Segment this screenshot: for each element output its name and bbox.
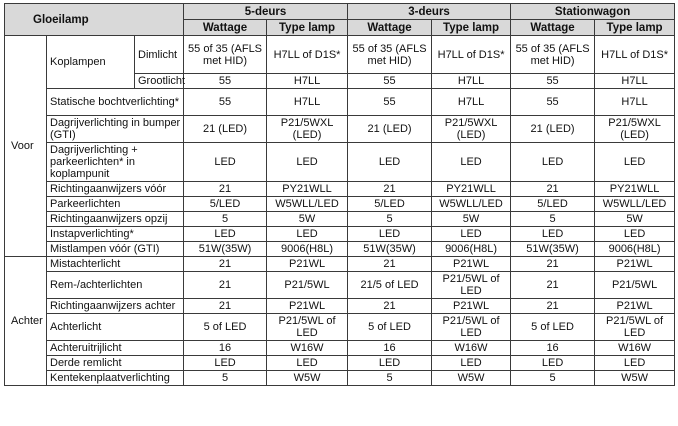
- cell-wattage: 5/LED: [348, 197, 432, 212]
- cell-wattage: LED: [348, 143, 432, 182]
- cell-wattage: LED: [184, 227, 267, 242]
- cell-type-lamp: 5W: [267, 212, 348, 227]
- cell-type-lamp: H7LL: [595, 89, 675, 116]
- cell-type-lamp: H7LL of D1S*: [267, 36, 348, 74]
- cell-wattage: 21 (LED): [184, 116, 267, 143]
- cell-wattage: 5/LED: [184, 197, 267, 212]
- zone-label: Achter: [5, 257, 47, 386]
- header-row-groups: [5, 4, 675, 20]
- row-label: Richtingaanwijzers achter: [47, 299, 184, 314]
- row-label: Richtingaanwijzers opzij: [47, 212, 184, 227]
- cell-type-lamp: P21/5WXL (LED): [432, 116, 511, 143]
- table-row: [5, 89, 675, 116]
- table-row: [5, 257, 675, 272]
- cell-wattage: 21: [184, 257, 267, 272]
- cell-wattage: 55 of 35 (AFLS met HID): [348, 36, 432, 74]
- cell-type-lamp: H7LL of D1S*: [595, 36, 675, 74]
- cell-wattage: 21: [511, 182, 595, 197]
- cell-type-lamp: P21/5WL of LED: [432, 272, 511, 299]
- cell-wattage: 5/LED: [511, 197, 595, 212]
- cell-type-lamp: 5W: [595, 212, 675, 227]
- cell-type-lamp: P21WL: [595, 299, 675, 314]
- cell-type-lamp: P21WL: [432, 299, 511, 314]
- cell-type-lamp: LED: [432, 227, 511, 242]
- cell-type-lamp: LED: [267, 227, 348, 242]
- table-row: [5, 314, 675, 341]
- cell-type-lamp: P21WL: [595, 257, 675, 272]
- row-label: Mistachterlicht: [47, 257, 184, 272]
- cell-type-lamp: 9006(H8L): [595, 242, 675, 257]
- cell-type-lamp: LED: [595, 143, 675, 182]
- cell-wattage: 21: [184, 299, 267, 314]
- cell-type-lamp: P21/5WL: [595, 272, 675, 299]
- subheader-wattage: Wattage: [348, 20, 432, 36]
- cell-wattage: 55 of 35 (AFLS met HID): [184, 36, 267, 74]
- row-label: Derde remlicht: [47, 356, 184, 371]
- cell-type-lamp: H7LL of D1S*: [432, 36, 511, 74]
- header-gloeilamp: Gloeilamp: [5, 4, 184, 36]
- cell-wattage: 51W(35W): [511, 242, 595, 257]
- row-label: Achterlicht: [47, 314, 184, 341]
- cell-type-lamp: P21WL: [267, 257, 348, 272]
- cell-type-lamp: LED: [595, 227, 675, 242]
- row-sublabel: Dimlicht: [135, 36, 184, 74]
- cell-type-lamp: W5WLL/LED: [432, 197, 511, 212]
- cell-wattage: 5 of LED: [184, 314, 267, 341]
- cell-wattage: 5: [348, 212, 432, 227]
- cell-type-lamp: P21/5WXL (LED): [595, 116, 675, 143]
- row-label: Dagrijverlichting + parkeerlichten* in koplampunit: [47, 143, 184, 182]
- subheader-type-lamp: Type lamp: [267, 20, 348, 36]
- table-row: [5, 197, 675, 212]
- cell-type-lamp: W5W: [595, 371, 675, 386]
- cell-type-lamp: LED: [432, 143, 511, 182]
- cell-type-lamp: LED: [595, 356, 675, 371]
- bulb-spec-table: [4, 3, 675, 386]
- table-row: [5, 341, 675, 356]
- cell-wattage: 5: [511, 371, 595, 386]
- cell-type-lamp: P21/5WL of LED: [595, 314, 675, 341]
- cell-wattage: 21: [511, 272, 595, 299]
- cell-wattage: 5: [511, 212, 595, 227]
- row-label: Mistlampen vóór (GTI): [47, 242, 184, 257]
- cell-type-lamp: P21WL: [432, 257, 511, 272]
- cell-type-lamp: LED: [267, 356, 348, 371]
- cell-wattage: 21: [511, 299, 595, 314]
- subheader-type-lamp: Type lamp: [595, 20, 675, 36]
- cell-wattage: 21: [184, 182, 267, 197]
- cell-wattage: 5: [184, 212, 267, 227]
- table-row: [5, 116, 675, 143]
- table-row: [5, 272, 675, 299]
- cell-type-lamp: 9006(H8L): [432, 242, 511, 257]
- cell-type-lamp: 9006(H8L): [267, 242, 348, 257]
- cell-wattage: 5 of LED: [348, 314, 432, 341]
- cell-type-lamp: W16W: [432, 341, 511, 356]
- row-label: Rem-/achterlichten: [47, 272, 184, 299]
- subheader-wattage: Wattage: [511, 20, 595, 36]
- row-label: Koplampen: [47, 36, 135, 89]
- table-row: [5, 143, 675, 182]
- cell-type-lamp: W5WLL/LED: [595, 197, 675, 212]
- cell-type-lamp: 5W: [432, 212, 511, 227]
- cell-type-lamp: W16W: [267, 341, 348, 356]
- table-row: [5, 371, 675, 386]
- cell-wattage: 16: [511, 341, 595, 356]
- table-row: [5, 299, 675, 314]
- cell-type-lamp: H7LL: [267, 89, 348, 116]
- cell-wattage: 51W(35W): [184, 242, 267, 257]
- cell-type-lamp: P21WL: [267, 299, 348, 314]
- cell-wattage: 55: [511, 89, 595, 116]
- cell-wattage: 55: [184, 74, 267, 89]
- cell-wattage: 55 of 35 (AFLS met HID): [511, 36, 595, 74]
- cell-wattage: 21 (LED): [348, 116, 432, 143]
- cell-wattage: LED: [511, 356, 595, 371]
- cell-wattage: 21: [184, 272, 267, 299]
- row-label: Richtingaanwijzers vóór: [47, 182, 184, 197]
- cell-type-lamp: H7LL: [595, 74, 675, 89]
- cell-wattage: 55: [184, 89, 267, 116]
- table-row: [5, 242, 675, 257]
- cell-wattage: 51W(35W): [348, 242, 432, 257]
- cell-type-lamp: PY21WLL: [595, 182, 675, 197]
- cell-type-lamp: PY21WLL: [267, 182, 348, 197]
- cell-wattage: 5: [184, 371, 267, 386]
- cell-wattage: 21: [511, 257, 595, 272]
- cell-type-lamp: W5W: [267, 371, 348, 386]
- row-sublabel: Grootlicht: [135, 74, 184, 89]
- cell-wattage: 55: [511, 74, 595, 89]
- cell-wattage: 21 (LED): [511, 116, 595, 143]
- cell-type-lamp: P21/5WL of LED: [432, 314, 511, 341]
- cell-type-lamp: LED: [432, 356, 511, 371]
- row-label: Instapverlichting*: [47, 227, 184, 242]
- cell-wattage: 21/5 of LED: [348, 272, 432, 299]
- cell-wattage: LED: [348, 227, 432, 242]
- cell-wattage: 21: [348, 182, 432, 197]
- subheader-wattage: Wattage: [184, 20, 267, 36]
- cell-type-lamp: W16W: [595, 341, 675, 356]
- row-label: Dagrijverlichting in bumper (GTI): [47, 116, 184, 143]
- cell-type-lamp: LED: [267, 143, 348, 182]
- cell-wattage: LED: [511, 227, 595, 242]
- cell-wattage: 55: [348, 89, 432, 116]
- cell-wattage: LED: [348, 356, 432, 371]
- cell-type-lamp: H7LL: [432, 89, 511, 116]
- row-label: Statische bochtverlichting*: [47, 89, 184, 116]
- cell-type-lamp: W5W: [432, 371, 511, 386]
- cell-wattage: LED: [184, 356, 267, 371]
- table-row: [5, 212, 675, 227]
- cell-wattage: 16: [184, 341, 267, 356]
- cell-type-lamp: P21/5WL of LED: [267, 314, 348, 341]
- cell-wattage: LED: [184, 143, 267, 182]
- cell-wattage: 5 of LED: [511, 314, 595, 341]
- header-group-3-deurs: 3-deurs: [348, 4, 511, 20]
- cell-wattage: 21: [348, 257, 432, 272]
- cell-wattage: 55: [348, 74, 432, 89]
- table-row: [5, 227, 675, 242]
- cell-type-lamp: W5WLL/LED: [267, 197, 348, 212]
- header-group-stationwagon: Stationwagon: [511, 4, 675, 20]
- table-body: [5, 36, 675, 386]
- row-label: Parkeerlichten: [47, 197, 184, 212]
- table-row: [5, 182, 675, 197]
- cell-type-lamp: H7LL: [267, 74, 348, 89]
- row-label: Achteruitrijlicht: [47, 341, 184, 356]
- header-group-5-deurs: 5-deurs: [184, 4, 348, 20]
- cell-wattage: 21: [348, 299, 432, 314]
- cell-type-lamp: H7LL: [432, 74, 511, 89]
- cell-type-lamp: PY21WLL: [432, 182, 511, 197]
- cell-wattage: LED: [511, 143, 595, 182]
- cell-type-lamp: P21/5WL: [267, 272, 348, 299]
- cell-wattage: 5: [348, 371, 432, 386]
- cell-wattage: 16: [348, 341, 432, 356]
- table-row: [5, 356, 675, 371]
- cell-type-lamp: P21/5WXL (LED): [267, 116, 348, 143]
- subheader-type-lamp: Type lamp: [432, 20, 511, 36]
- table-row: [5, 36, 675, 74]
- zone-label: Voor: [5, 36, 47, 257]
- row-label: Kentekenplaatverlichting: [47, 371, 184, 386]
